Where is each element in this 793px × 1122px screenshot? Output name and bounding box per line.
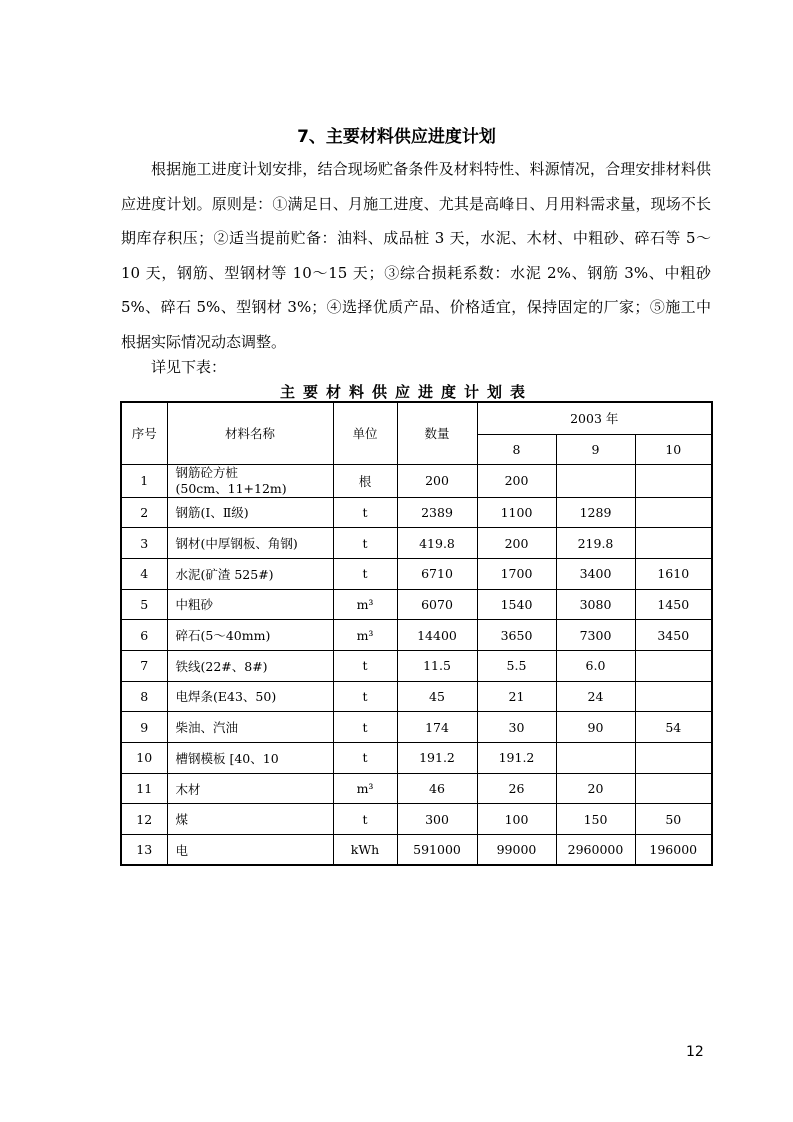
cell-qty: 14400 xyxy=(397,620,477,651)
cell-m8: 1700 xyxy=(477,558,556,589)
cell-m10: 50 xyxy=(635,804,712,835)
cell-seq: 6 xyxy=(121,620,167,651)
cell-unit: t xyxy=(333,743,397,774)
cell-m9: 150 xyxy=(556,804,635,835)
cell-name: 槽钢模板 [40、10 xyxy=(167,743,333,774)
cell-unit: t xyxy=(333,681,397,712)
header-month-8: 8 xyxy=(477,434,556,464)
header-seq: 序号 xyxy=(121,402,167,464)
cell-qty: 191.2 xyxy=(397,743,477,774)
cell-m8: 5.5 xyxy=(477,650,556,681)
cell-unit: m³ xyxy=(333,773,397,804)
cell-m8: 200 xyxy=(477,464,556,497)
table-row xyxy=(121,558,712,589)
header-unit: 单位 xyxy=(333,402,397,464)
table-row xyxy=(121,528,712,559)
cell-seq: 8 xyxy=(121,681,167,712)
cell-unit: 根 xyxy=(333,464,397,497)
cell-m9: 90 xyxy=(556,712,635,743)
cell-m10: 1450 xyxy=(635,589,712,620)
table-row xyxy=(121,589,712,620)
table-row xyxy=(121,620,712,651)
table-row xyxy=(121,835,712,866)
cell-m8: 1100 xyxy=(477,497,556,528)
cell-name: 钢筋砼方桩 (50cm、11+12m) xyxy=(167,464,333,497)
cell-qty: 45 xyxy=(397,681,477,712)
cell-seq: 9 xyxy=(121,712,167,743)
table-row xyxy=(121,804,712,835)
cell-m10: 1610 xyxy=(635,558,712,589)
cell-unit: t xyxy=(333,528,397,559)
cell-qty: 300 xyxy=(397,804,477,835)
cell-seq: 11 xyxy=(121,773,167,804)
cell-m10 xyxy=(635,528,712,559)
cell-qty: 174 xyxy=(397,712,477,743)
table-row xyxy=(121,712,712,743)
cell-m8: 1540 xyxy=(477,589,556,620)
table-body xyxy=(121,464,712,865)
cell-m9 xyxy=(556,743,635,774)
cell-m9: 7300 xyxy=(556,620,635,651)
cell-m9 xyxy=(556,464,635,497)
cell-seq: 4 xyxy=(121,558,167,589)
cell-m10: 196000 xyxy=(635,835,712,866)
cell-qty: 6710 xyxy=(397,558,477,589)
cell-m9: 219.8 xyxy=(556,528,635,559)
cell-m10 xyxy=(635,743,712,774)
cell-qty: 46 xyxy=(397,773,477,804)
cell-seq: 12 xyxy=(121,804,167,835)
page-number: 12 xyxy=(686,1044,704,1060)
header-qty: 数量 xyxy=(397,402,477,464)
cell-unit: t xyxy=(333,804,397,835)
cell-m9: 1289 xyxy=(556,497,635,528)
cell-m8: 26 xyxy=(477,773,556,804)
cell-m10 xyxy=(635,464,712,497)
cell-m10: 54 xyxy=(635,712,712,743)
table-title: 主要材料供应进度计划表 xyxy=(279,383,533,401)
cell-name: 钢筋(Ⅰ、Ⅱ级) xyxy=(167,497,333,528)
cell-seq: 1 xyxy=(121,464,167,497)
table-row xyxy=(121,464,712,497)
material-supply-table xyxy=(120,401,713,866)
cell-qty: 419.8 xyxy=(397,528,477,559)
cell-unit: t xyxy=(333,497,397,528)
cell-m9: 24 xyxy=(556,681,635,712)
table-row xyxy=(121,773,712,804)
cell-m8: 3650 xyxy=(477,620,556,651)
cell-qty: 11.5 xyxy=(397,650,477,681)
intro-paragraph xyxy=(121,152,711,359)
cell-m9: 3400 xyxy=(556,558,635,589)
cell-qty: 2389 xyxy=(397,497,477,528)
cell-m9: 6.0 xyxy=(556,650,635,681)
cell-unit: kWh xyxy=(333,835,397,866)
section-heading: 7、主要材料供应进度计划 xyxy=(297,127,496,147)
cell-seq: 5 xyxy=(121,589,167,620)
cell-m8: 191.2 xyxy=(477,743,556,774)
table-row xyxy=(121,681,712,712)
header-name: 材料名称 xyxy=(167,402,333,464)
cell-m10: 3450 xyxy=(635,620,712,651)
cell-m8: 30 xyxy=(477,712,556,743)
cell-seq: 10 xyxy=(121,743,167,774)
cell-m10 xyxy=(635,681,712,712)
cell-m8: 21 xyxy=(477,681,556,712)
header-month-10: 10 xyxy=(635,434,712,464)
header-month-9: 9 xyxy=(556,434,635,464)
see-table-line: 详见下表： xyxy=(151,358,227,376)
cell-name: 煤 xyxy=(167,804,333,835)
cell-unit: t xyxy=(333,558,397,589)
cell-seq: 13 xyxy=(121,835,167,866)
cell-unit: t xyxy=(333,650,397,681)
cell-name: 柴油、汽油 xyxy=(167,712,333,743)
cell-seq: 2 xyxy=(121,497,167,528)
cell-unit: m³ xyxy=(333,620,397,651)
cell-name: 电 xyxy=(167,835,333,866)
cell-m8: 200 xyxy=(477,528,556,559)
cell-qty: 6070 xyxy=(397,589,477,620)
cell-name: 木材 xyxy=(167,773,333,804)
header-year: 2003 年 xyxy=(477,402,712,434)
cell-name: 电焊条(E43、50) xyxy=(167,681,333,712)
cell-m10 xyxy=(635,773,712,804)
cell-m10 xyxy=(635,497,712,528)
cell-name: 铁线(22#、8#) xyxy=(167,650,333,681)
cell-unit: m³ xyxy=(333,589,397,620)
cell-seq: 7 xyxy=(121,650,167,681)
table-row xyxy=(121,650,712,681)
cell-m8: 99000 xyxy=(477,835,556,866)
cell-name: 中粗砂 xyxy=(167,589,333,620)
table-row xyxy=(121,743,712,774)
paragraph-text: 根据施工进度计划安排，结合现场贮备条件及材料特性、料源情况，合理安排材料供应进度计划。原则是：①满足日、月施工进度、尤其是高峰日、月用料需求量，现场不长期库存积压；②适当提前贮备：油料、成品桩 3 天，水泥、木材、中粗砂、碎石等 5～10 天，钢筋、型钢材等 10～15 天；③综合损耗系数：水泥 2%、钢筋 3%、中粗砂 5%、碎石 5%、型钢材 3%；④选择优质产品、价格适宜，保持固定的厂家；⑤施工中根据实际情况动态调整。 xyxy=(121,160,711,351)
cell-unit: t xyxy=(333,712,397,743)
cell-m9: 3080 xyxy=(556,589,635,620)
cell-m8: 100 xyxy=(477,804,556,835)
cell-m9: 20 xyxy=(556,773,635,804)
table-header-row xyxy=(121,402,712,434)
table-row xyxy=(121,497,712,528)
cell-seq: 3 xyxy=(121,528,167,559)
cell-name: 水泥(矿渣 525#) xyxy=(167,558,333,589)
cell-m10 xyxy=(635,650,712,681)
cell-qty: 591000 xyxy=(397,835,477,866)
cell-m9: 2960000 xyxy=(556,835,635,866)
cell-name: 碎石(5～40mm) xyxy=(167,620,333,651)
cell-qty: 200 xyxy=(397,464,477,497)
cell-name: 钢材(中厚钢板、角钢) xyxy=(167,528,333,559)
